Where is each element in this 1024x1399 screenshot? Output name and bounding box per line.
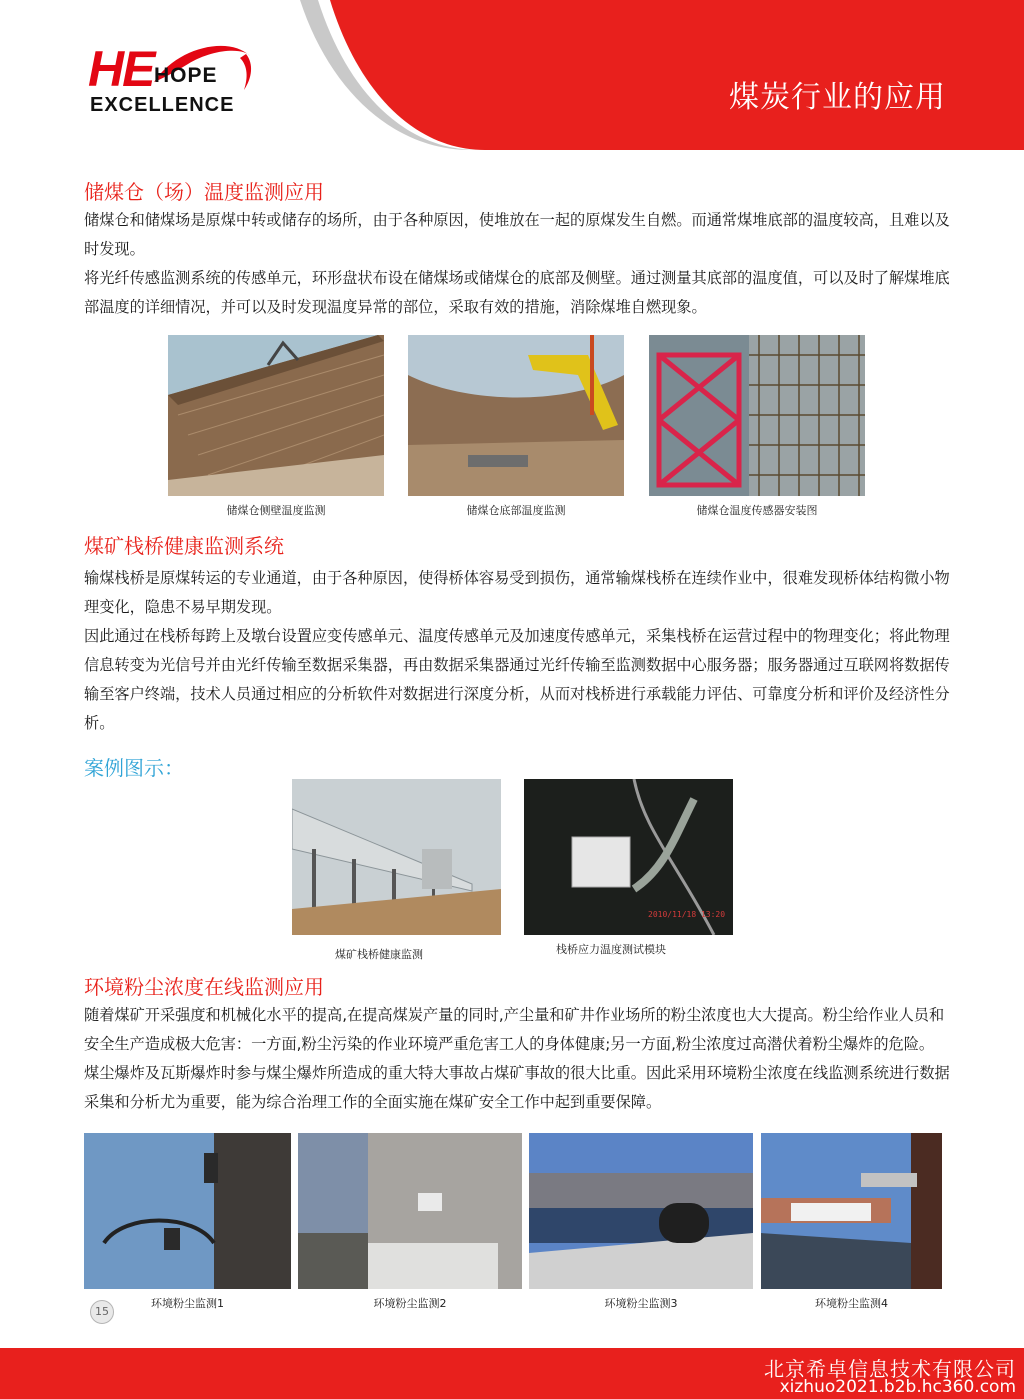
paragraph: 输煤栈桥是原煤转运的专业通道，由于各种原因，使得桥体容易受到损伤，通常输煤栈桥在连续作业中，很难发现桥体结构微小物理变化，隐患不易早期发现。 <box>84 569 950 616</box>
paragraph: 将光纤传感监测系统的传感单元，环形盘状布设在储煤场或储煤仓的底部及侧壁。通过测量其底部的温度值，可以及时了解煤堆底部温度的详细情况，并可以及时发现温度异常的部位，采取有效的措施，消除煤堆自燃现象。 <box>84 269 950 316</box>
photo-sensor-module <box>524 779 733 935</box>
logo-he-text: HE <box>88 41 154 97</box>
footer-url: xizhuo2021.b2b.hc360.com <box>779 1377 1016 1397</box>
section-title-dust: 环境粉尘浓度在线监测应用 <box>84 975 324 999</box>
footer-company-name: 北京希卓信息技术有限公司 <box>764 1357 1016 1381</box>
photo-dust-monitor-4 <box>761 1133 942 1289</box>
caption: 环境粉尘监测4 <box>815 1297 888 1310</box>
caption: 煤矿栈桥健康监测 <box>335 948 423 961</box>
photo-timestamp: 2010/11/18 13:20 <box>648 910 726 919</box>
caption: 环境粉尘监测1 <box>151 1297 224 1310</box>
caption: 环境粉尘监测3 <box>604 1297 678 1310</box>
company-logo <box>88 41 258 124</box>
photo-silo-bottom <box>408 335 624 496</box>
paragraph: 因此通过在栈桥每跨上及墩台设置应变传感单元、温度传感单元及加速度传感单元，采集栈桥在运营过程中的物理变化；将此物理信息转变为光信号并由光纤传输至数据采集器，再由数据采集器通过光纤传输至监测数据中心服务器；服务器通过互联网将数据传输至客户终端，技术人员通过相应的分析软件对数据进行深度分析，从而对栈桥进行承载能力评估、可靠度分析和评价及经济性分析。 <box>84 627 950 732</box>
page-title: 煤炭行业的应用 <box>729 80 946 115</box>
paragraph: 随着煤矿开采强度和机械化水平的提高,在提高煤炭产量的同时,产尘量和矿井作业场所的粉尘浓度也大大提高。粉尘给作业人员和安全生产造成极大危害：一方面,粉尘污染的作业环境严重危害工人的身体健康;另一方面,粉尘浓度过高潜伏着粉尘爆炸的危险。 煤尘爆炸及瓦斯爆炸时参与煤尘爆炸所造成的重大特大事故占煤矿事故的很大比重。因此采用环境粉尘浓度在线监测系统进行数据采集和分析尤为重要，能为综合治理工作的全面实施在煤矿安全工作中起到重要保障。 <box>84 1006 950 1111</box>
photo-dust-monitor-2 <box>298 1133 522 1289</box>
photo-trestle <box>292 779 501 935</box>
page-number: 15 <box>90 1300 114 1324</box>
caption: 储煤仓温度传感器安装图 <box>696 504 818 517</box>
photo-dust-monitor-1 <box>84 1133 291 1289</box>
photo-silo-wall <box>168 335 384 496</box>
logo-hope-text: HOPE <box>154 64 218 87</box>
caption: 环境粉尘监测2 <box>373 1297 447 1310</box>
photo-sensor-installation <box>649 335 865 496</box>
logo-excellence-text: EXCELLENCE <box>90 94 235 116</box>
caption: 储煤仓底部温度监测 <box>466 504 566 517</box>
caption: 储煤仓侧壁温度监测 <box>226 504 326 517</box>
photo-dust-monitor-3 <box>529 1133 753 1289</box>
paragraph: 储煤仓和储煤场是原煤中转或储存的场所，由于各种原因，使堆放在一起的原煤发生自燃。而通常煤堆底部的温度较高，且难以及时发现。 <box>84 211 950 258</box>
case-example-title: 案例图示： <box>84 756 184 780</box>
section-title-coal-storage: 储煤仓（场）温度监测应用 <box>84 180 324 204</box>
caption: 栈桥应力温度测试模块 <box>556 943 666 956</box>
section-title-trestle: 煤矿栈桥健康监测系统 <box>84 534 284 558</box>
